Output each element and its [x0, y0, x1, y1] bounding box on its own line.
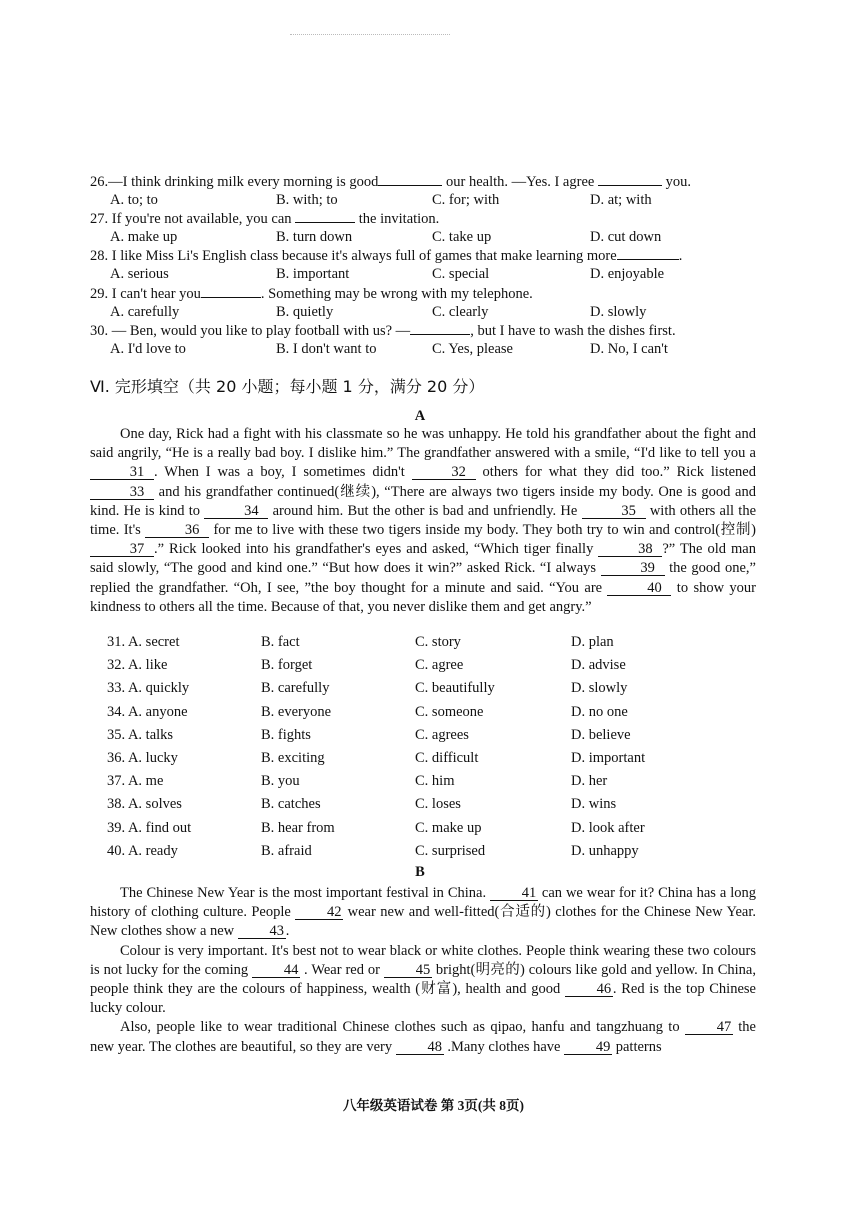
cloze-option: D. look after [571, 819, 645, 836]
cloze-blank: 34 [204, 504, 268, 519]
passage-text: . When I was a boy, I sometimes didn't [154, 464, 412, 481]
cloze-option: B. hear from [261, 819, 335, 836]
cloze-blank: 31 [90, 465, 154, 480]
cloze-option: 32. A. like [107, 657, 168, 674]
answer-option: A. serious [110, 266, 169, 282]
passage-text: to show your kindness to others all the time. Because of that, you never dislike them and get angry.” [90, 579, 756, 615]
question-stem: 28. I like Miss Li's English class because it's always full of games that make learning more . [90, 248, 683, 264]
section-heading: Ⅵ. 完形填空（共 20 小题；每小题 1 分，满分 20 分） [90, 377, 485, 396]
answer-option: A. I'd love to [110, 341, 186, 357]
passage-text: The Chinese New Year is the most important festival in China. [120, 885, 491, 901]
cloze-blank: 39 [601, 561, 665, 576]
passage-text: .” Rick looked into his grandfather's eyes and asked, “Which tiger finally [154, 541, 599, 558]
passage-text: Colour is very important. It's best not to wear black or white clothes. People think wearing these two colours is not lucky for the coming [90, 942, 756, 978]
cloze-blank: 36 [145, 523, 209, 538]
answer-option: B. quietly [276, 304, 334, 320]
passage-text: ?” The old man said slowly, “The good and kind one.” “But how does it win?” asked Rick. “I always [90, 541, 756, 577]
cloze-option: 34. A. anyone [107, 703, 188, 720]
answer-blank [410, 334, 470, 335]
passage-a-label: A [414, 408, 426, 424]
answer-option: C. clearly [432, 304, 489, 320]
passage-text: Also, people like to wear traditional Chinese clothes such as qipao, hanfu and tangzhuang to [120, 1019, 685, 1036]
passage-text: around him. But the other is bad and unfriendly. He [268, 502, 582, 519]
answer-option: C. Yes, please [432, 341, 513, 357]
cloze-blank: 45 [384, 963, 432, 978]
passage-text: . [285, 923, 290, 940]
passage-text: . Wear red or [300, 961, 384, 978]
passage-a [90, 425, 756, 617]
cloze-blank: 38 [598, 542, 662, 557]
cloze-blank: 37 [90, 542, 154, 557]
answer-blank [295, 222, 355, 223]
answer-option: A. to; to [110, 192, 158, 208]
cloze-option: C. story [415, 634, 461, 650]
answer-option: A. carefully [110, 304, 180, 320]
passage-text: others for what they did too.” Rick listened [475, 464, 756, 481]
cloze-blank: 46 [565, 982, 613, 997]
cloze-option: D. important [571, 750, 646, 766]
cloze-option: D. wins [571, 796, 617, 813]
cloze-blank: 43 [238, 924, 286, 939]
cloze-option: D. believe [571, 726, 631, 743]
cloze-option: C. difficult [415, 750, 479, 766]
cloze-option: D. advise [571, 657, 626, 674]
passage-text: patterns [612, 1038, 662, 1055]
passage-text: for me to live with these two tigers inside my body. They both try to win and control(控制) [209, 522, 756, 539]
cloze-option: C. agrees [415, 726, 469, 743]
cloze-option: 33. A. quickly [107, 680, 190, 697]
cloze-option: C. beautifully [415, 680, 495, 697]
cloze-option: 39. A. find out [107, 819, 192, 836]
passage-text: with others all the time. It's [90, 502, 757, 539]
cloze-blank: 44 [252, 963, 300, 978]
cloze-option: B. you [261, 773, 300, 790]
passage-text: wear new and well-fitted(合适的) clothes for the Chinese New Year. New clothes show a new [90, 904, 756, 940]
cloze-option: C. loses [415, 796, 461, 813]
cloze-option: 38. A. solves [107, 796, 182, 813]
cloze-option: B. everyone [261, 703, 332, 720]
question-stem: 30. — Ben, would you like to play football with us? — , but I have to wash the dishes first. [90, 323, 676, 339]
answer-blank [617, 259, 679, 260]
cloze-option: D. plan [571, 634, 614, 650]
cloze-blank: 47 [685, 1020, 733, 1035]
cloze-option: B. catches [261, 796, 321, 813]
answer-option: C. special [432, 266, 490, 282]
cloze-blank: 42 [295, 905, 343, 920]
cloze-blank: 35 [582, 504, 646, 519]
answer-option: D. No, I can't [590, 341, 668, 357]
question-stem: 29. I can't hear you . Something may be wrong with my telephone. [90, 286, 533, 302]
answer-option: B. with; to [276, 192, 338, 208]
cloze-option: B. forget [261, 657, 313, 674]
cloze-option: B. fights [261, 726, 311, 743]
passage-text: . Red is the top Chinese lucky colour. [90, 981, 756, 1017]
cloze-option: D. slowly [571, 680, 628, 697]
cloze-option: B. fact [261, 634, 300, 650]
answer-option: A. make up [110, 229, 178, 245]
cloze-option: C. him [415, 773, 455, 790]
question-stem: 26.—I think drinking milk every morning is good our health. —Yes. I agree you. [90, 174, 691, 190]
passage-text: bright(明亮的) colours like gold and yellow. In China, people think they are the colours of happiness, wealth (财富), health and good [90, 961, 756, 998]
answer-blank [378, 185, 442, 186]
answer-option: D. slowly [590, 304, 647, 320]
cloze-option: D. her [571, 773, 608, 790]
cloze-blank: 41 [490, 886, 538, 901]
cloze-option: B. exciting [261, 750, 325, 766]
answer-blank [201, 297, 261, 298]
cloze-option: D. no one [571, 703, 628, 720]
cloze-option: 35. A. talks [107, 726, 174, 743]
cloze-blank: 32 [412, 465, 476, 480]
cloze-option: 36. A. lucky [107, 750, 178, 766]
answer-option: B. I don't want to [276, 341, 377, 357]
passage-text: the new year. The clothes are beautiful, so they are very [90, 1019, 756, 1055]
page-footer: 八年级英语试卷 第 3页(共 8页) [342, 1098, 525, 1113]
passage-b [90, 884, 756, 1057]
passage-text: the good one,” replied the grandfather. “Oh, I see, ”the boy thought for a minute and said. “You are [90, 560, 756, 596]
scan-mark [290, 34, 450, 36]
cloze-option: 31. A. secret [107, 634, 180, 650]
question-stem: 27. If you're not available, you can the invitation. [90, 211, 440, 227]
answer-blank [598, 185, 662, 186]
cloze-blank: 48 [396, 1040, 444, 1055]
passage-text: .Many clothes have [443, 1038, 565, 1055]
cloze-blank: 33 [90, 485, 154, 500]
passage-text: and his grandfather continued(继续), “There are always two tigers inside my body. One is good and kind. He is kind to [90, 483, 756, 519]
passage-text: can we wear for it? China has a long history of clothing culture. People [90, 885, 756, 921]
cloze-option: 40. A. ready [107, 842, 178, 859]
cloze-blank: 49 [564, 1040, 612, 1055]
answer-option: D. at; with [590, 192, 652, 208]
cloze-option: 37. A. me [107, 773, 164, 790]
answer-option: B. important [276, 266, 350, 282]
cloze-option: C. agree [415, 657, 464, 674]
cloze-option: D. unhappy [571, 842, 639, 859]
passage-text: One day, Rick had a fight with his classmate so he was unhappy. He told his grandfather about the fight and said angrily, “He is a really bad boy. I dislike him.” The grandfather answered with a smile, “I'd like to tell you a [90, 426, 756, 462]
cloze-option: C. make up [415, 819, 482, 836]
answer-option: B. turn down [276, 229, 353, 245]
cloze-option: C. someone [415, 703, 484, 720]
answer-option: D. enjoyable [590, 266, 665, 282]
cloze-option: C. surprised [415, 842, 486, 859]
cloze-blank: 40 [607, 581, 671, 596]
cloze-option: B. carefully [261, 680, 330, 697]
passage-b-label: B [415, 864, 425, 880]
answer-option: C. take up [432, 229, 492, 245]
answer-option: C. for; with [432, 192, 500, 208]
cloze-option: B. afraid [261, 842, 312, 859]
answer-option: D. cut down [590, 229, 662, 245]
